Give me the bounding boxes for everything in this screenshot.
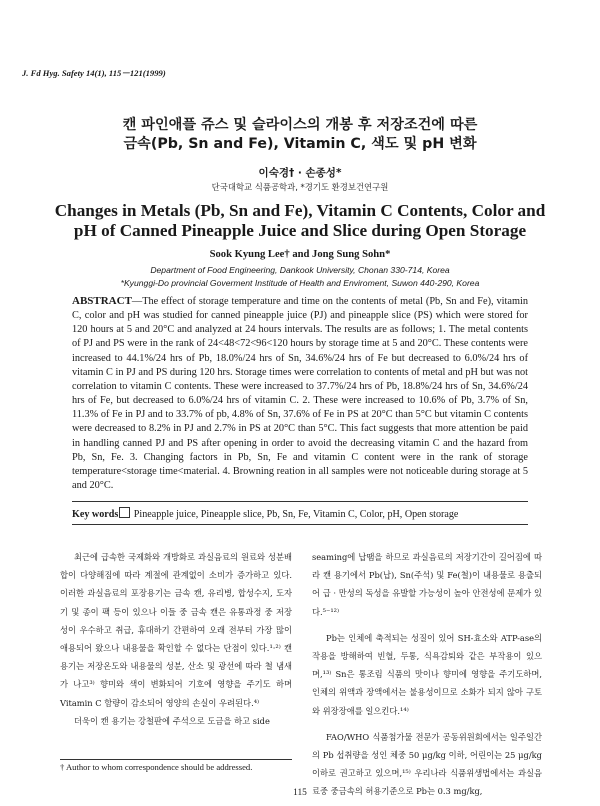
korean-title-line-1: 캔 파인애플 쥬스 및 슬라이스의 개봉 후 저장조건에 따른	[122, 117, 478, 133]
korean-affiliation: 단국대학교 식품공학과, *경기도 환경보건연구원	[211, 182, 389, 192]
korean-authors: 이숙경† · 손종성*	[258, 167, 342, 179]
abstract	[72, 294, 528, 493]
keywords-bottom-rule	[72, 524, 528, 525]
english-authors: Sook Kyung Lee† and Jong Sung Sohn*	[209, 249, 391, 260]
korean-title-line-2: 금속(Pb, Sn and Fe), Vitamin C, 색도 및 pH 변화	[123, 136, 477, 152]
page-number: 115	[293, 788, 307, 798]
body-column-left	[60, 548, 292, 730]
body-column-right	[312, 548, 542, 801]
body-paragraph: FAO/WHO 식품첨가물 전문가 공동위원회에서는 일주일간의 Pb 섭취량을 성인 체중 50 μg/kg 이하, 어린이는 25 μg/kg 이하로 권고하고 있으며,¹⁵⁾ 우리나라 식품위생법에서는 과실음료중 중금속의 허용기준으로 Pb는 0.3 mg/kg,	[312, 731, 542, 797]
footnote: † Author to whom correspondence should be addressed.	[60, 762, 253, 772]
english-affiliation-2: *Kyunggi-Do provincial Goverment Institude of Health and Enviroment, Suwon 440-290, Korea	[120, 278, 480, 288]
body-paragraph: 더욱이 캔 용기는 강철판에 주석으로 도금을 하고 side	[74, 715, 270, 726]
footnote-rule	[60, 759, 292, 760]
abstract-label: ABSTRACT	[72, 295, 132, 307]
body-paragraph: Pb는 인체에 축적되는 성질이 있어 SH-효소와 ATP-ase의 작용을 방해하여 빈혈, 두통, 식욕감퇴와 같은 부작용이 있으며,¹³⁾ Sn은 통조림 식품의 맛이나 향미에 영향을 주기도하며, 인체의 위액과 장액에서는 불용성이므로 소화가 되지 않아 구토와 위장장애를 일으킨다.¹⁴⁾	[312, 632, 542, 716]
keywords-top-rule	[72, 501, 528, 502]
journal-citation: J. Fd Hyg. Safety 14(1), 115－121(1999)	[22, 68, 166, 78]
body-paragraph: 최근에 급속한 국제화와 개방화로 과실음료의 원료와 성분배합이 다양해짐에 따라 계절에 관계없이 소비가 증가하고 있다. 이러한 과실음료의 포장용기는 금속 캔, 유리병, 합성수지, 도자기 및 종이 팩 등이 있으나 이들 중 금속 캔은 유통과정 중 저장성이 우수하고 취급, 휴대하기 간편하여 오래 전부터 가장 많이 애용되어 왔으나 내용물을 확인할 수 없다는 단점이 있다.¹·²⁾ 캔 용기는 저장온도와 내용물의 성분, 산소 및 광선에 따라 철 냄새가 나고³⁾ 향미와 색이 변화되어 기호에 영향을 주기도 하며 Vitamin C 함량이 감소되어 영양의 손실이 우려된다.⁴⁾	[60, 552, 292, 708]
english-title-line-1: Changes in Metals (Pb, Sn and Fe), Vitamin C Contents, Color and	[54, 201, 546, 220]
body-paragraph: seaming에 납땜을 하므로 과실음료의 저장기간이 길어짐에 따라 캔 용기에서 Pb(납), Sn(주석) 및 Fe(철)이 내용물로 용출되어 급 · 만성의 독성을 유발할 가능성이 높아 안전성에 문제가 있다.⁵⁻¹²⁾	[312, 552, 542, 617]
keywords-text: Pineapple juice, Pineapple slice, Pb, Sn, Fe, Vitamin C, Color, pH, Open storage	[133, 509, 459, 520]
abstract-text: —The effect of storage temperature and time on the contents of metal (Pb, Sn and Fe), vitamin C, color and pH was studied for canned pineapple juice (PJ) and pineapple slice (PS) which were stored for 120 hours at 5 and 20°C and analyzed at 24 hours intervals. The results are as follows; 1. The metal contents of PJ and PS were in the rank of 24<48<72<96<120 hours by storage time at 5 and 20°C. These contents were increased to 44.1%/24 hrs of Pb, 18.0%/24 hrs of Sn, 34.6%/24 hrs of Fe but decreased to 6.0%/24 hrs of vitamin C in PJ and PS during 120 hrs. Storage times were correlation to contents of metal and pH but was not correlation to vitamin C contents. These were increased to 37.7%/24 hrs of Pb, 18.8%/24 hrs of Sn, 34.6%/24 hrs of Fe, but decreased to 6.0%/24 hrs of vitamin C. 2. These were increased to 10.6% of Pb, 3.7% of Sn, 11.3% of Fe in PJ and to 33.7% of pb, 4.8% of Sn, 37.6% of Fe in PS at 20°C than 5°C but vitamin C contents were decreased to 8.2% in PJ and 2.7% in PS at 20°C than 5°C. This fact suggests that more attention be paid in handling canned PJ and PS after opening in order to avoid the decreasing vitamin C and the hazard from Pb, Sn, Fe. 3. Changing factors in Pb, Sn, Fe and vitamin C content were in the rank of storage temperature<storage time<material. 4. Browning reation in all samples were not noticeable during storage at 5 and 20°C.	[72, 296, 528, 492]
english-title-line-2: pH of Canned Pineapple Juice and Slice during Open Storage	[73, 221, 527, 240]
checkbox-icon	[119, 507, 130, 518]
keywords-label: Key words	[72, 509, 119, 520]
english-affiliation-1: Department of Food Engineering, Dankook University, Chonan 330-714, Korea	[150, 265, 450, 275]
keywords	[72, 507, 542, 520]
